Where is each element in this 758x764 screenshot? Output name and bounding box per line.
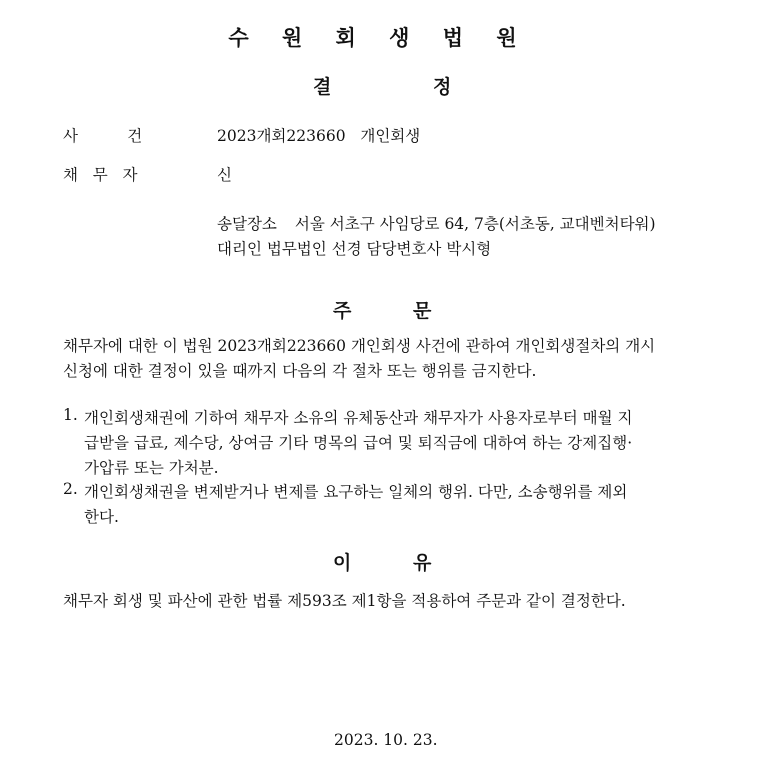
reason-text: 채무자 회생 및 파산에 관한 법률 제593조 제1항을 적용하여 주문과 같이 결정한다.	[63, 592, 626, 610]
debtor-label: 채 무 자	[63, 166, 138, 184]
order-item-1-num: 1.	[63, 406, 78, 424]
case-label: 사 건	[63, 127, 143, 145]
order-item-1-line2: 급받을 급료, 제수당, 상여금 기타 명목의 급여 및 퇴직금에 대하여 하는 강제집행·	[84, 434, 633, 452]
address-line	[217, 212, 656, 234]
agent-line: 대리인 법무법인 선경 담당변호사 박시형	[217, 240, 492, 258]
order-item-1-line1: 개인회생채권에 기하여 채무자 소유의 유체동산과 채무자가 사용자로부터 매월 지	[84, 409, 633, 427]
reason-heading-right: 유	[413, 552, 432, 574]
order-intro-line2: 신청에 대한 결정이 있을 때까지 다음의 각 절차 또는 행위를 금지한다.	[63, 362, 537, 380]
debtor-value: 신	[217, 166, 232, 184]
order-item-2-num: 2.	[63, 480, 78, 498]
order-item-2-line2: 한다.	[84, 508, 119, 526]
case-value: 2023개회223660 개인회생	[217, 127, 421, 145]
title-char-right: 정	[433, 76, 452, 98]
address-label: 송달장소	[217, 215, 277, 233]
address-value: 서울 서초구 사임당로 64, 7층(서초동, 교대벤처타워)	[294, 215, 656, 233]
order-heading-left: 주	[333, 300, 352, 322]
order-intro-line1: 채무자에 대한 이 법원 2023개회223660 개인회생 사건에 관하여 개인회생절차의 개시	[63, 337, 656, 355]
court-name: 수 원 회 생 법 원	[228, 26, 530, 50]
title-char-left: 결	[313, 76, 332, 98]
reason-heading-left: 이	[333, 552, 352, 574]
order-item-1-line3: 가압류 또는 가처분.	[84, 459, 219, 477]
order-heading-right: 문	[413, 300, 432, 322]
order-item-2-line1: 개인회생채권을 변제받거나 변제를 요구하는 일체의 행위. 다만, 소송행위를 제외	[84, 483, 628, 501]
decision-date: 2023. 10. 23.	[334, 731, 438, 749]
